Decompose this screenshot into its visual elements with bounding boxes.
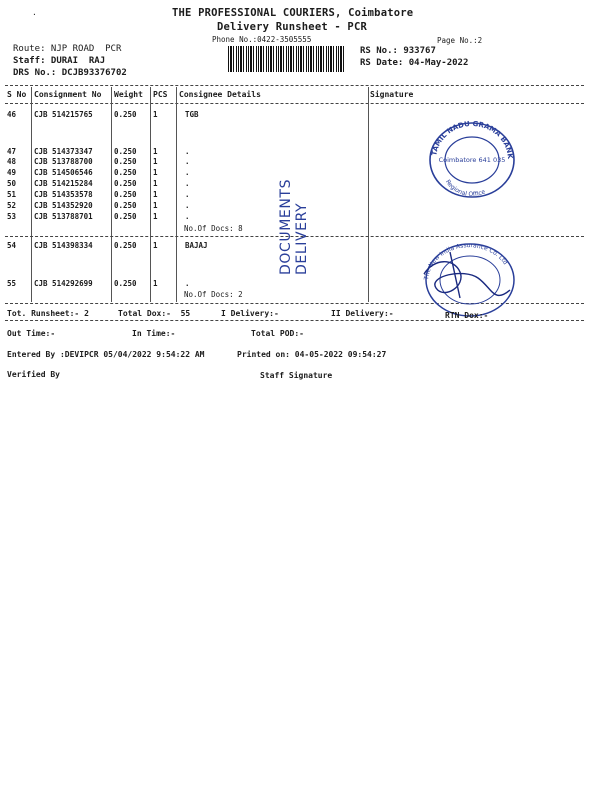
row-pcs: 1: [153, 212, 158, 221]
svg-text:TAMIL NADU GRAMA BANK: [430, 120, 514, 160]
entered-by: Entered By :DEVIPCR 05/04/2022 9:54:22 AM: [7, 350, 205, 359]
header-top-rule: [5, 85, 584, 86]
row-consignment: CJB 514398334: [34, 241, 93, 250]
row-weight: 0.250: [114, 110, 137, 119]
row-weight: 0.250: [114, 279, 137, 288]
row-sno: 55: [7, 279, 17, 288]
verified-by: Verified By: [7, 370, 60, 379]
printed-on: Printed on: 04-05-2022 09:54:27: [237, 350, 387, 359]
row-consignment: CJB 514352920: [34, 201, 93, 210]
documents-delivery-stamp: DOCUMENTS DELIVERY: [278, 178, 310, 275]
drs-number: DRS No.: DCJB93376702: [13, 68, 127, 78]
row-pcs: 1: [153, 110, 158, 119]
rs-date: RS Date: 04-May-2022: [360, 58, 469, 68]
company-name: THE PROFESSIONAL COURIERS, Coimbatore: [172, 7, 414, 19]
bank-seal-center-text: Coimbatore 641 035: [438, 156, 506, 164]
col-consignee: Consignee Details: [179, 90, 261, 99]
row-weight: 0.250: [114, 212, 137, 221]
row-sno: 52: [7, 201, 17, 210]
row-pcs: 1: [153, 168, 158, 177]
row-consignment: CJB 513788700: [34, 157, 93, 166]
bank-seal-stamp: [426, 120, 518, 200]
col-divider: [150, 87, 151, 302]
row-weight: 0.250: [114, 190, 137, 199]
runsheet-title: Delivery Runsheet - PCR: [217, 21, 367, 33]
total-dox: Total Dox:- 55: [118, 309, 191, 318]
row-details: .: [185, 147, 190, 156]
header-bottom-rule: [5, 103, 584, 104]
row-details: .: [185, 190, 190, 199]
row-consignment: CJB 514292699: [34, 279, 93, 288]
col-divider: [111, 87, 112, 302]
staff-signature: Staff Signature: [260, 371, 333, 380]
row-details: .: [185, 212, 190, 221]
col-sno: S No: [7, 90, 27, 99]
row-sno: 49: [7, 168, 17, 177]
row-weight: 0.250: [114, 241, 137, 250]
row-consignment: CJB 514506546: [34, 168, 93, 177]
total-runsheet: Tot. Runsheet:- 2: [7, 309, 89, 318]
col-divider: [368, 87, 369, 302]
bank-seal-ring-text: TAMIL NADU GRAMA BANK: [430, 120, 515, 160]
barcode: [228, 46, 346, 72]
corner-mark: ·: [32, 10, 37, 19]
row-pcs: 1: [153, 147, 158, 156]
row-details: .: [185, 179, 190, 188]
row-sno: 53: [7, 212, 17, 221]
first-delivery: I Delivery:-: [221, 309, 279, 318]
row-details: .: [185, 157, 190, 166]
total-pod: Total POD:-: [251, 329, 304, 338]
row-sno: 47: [7, 147, 17, 156]
col-pcs: PCS: [153, 90, 168, 99]
row-details: .: [185, 168, 190, 177]
col-divider: [176, 87, 177, 302]
row-consignment: CJB 514373347: [34, 147, 93, 156]
row-weight: 0.250: [114, 157, 137, 166]
row-consignment: CJB 514353578: [34, 190, 93, 199]
row-details: TGB: [185, 110, 199, 119]
col-signature: Signature: [370, 90, 414, 99]
row-weight: 0.250: [114, 168, 137, 177]
col-divider: [31, 87, 32, 302]
row-sno: 46: [7, 110, 17, 119]
row-consignment: CJB 513788701: [34, 212, 93, 221]
row-sno: 50: [7, 179, 17, 188]
row-details: BAJAJ: [185, 241, 208, 250]
insurance-seal-ring-text: The New India Assurance Co. Ltd: [423, 242, 509, 281]
return-dox: RTN Dox:-: [445, 311, 489, 320]
group-doc-count: No.Of Docs: 2: [184, 290, 243, 299]
insurance-seal-stamp: [414, 238, 524, 318]
page-number: Page No.:2: [437, 36, 483, 45]
totals-rule: [5, 320, 584, 321]
row-consignment: CJB 514215284: [34, 179, 93, 188]
phone-number: Phone No.:0422-3505555: [212, 35, 312, 44]
row-sno: 54: [7, 241, 17, 250]
in-time: In Time:-: [132, 329, 176, 338]
row-consignment: CJB 514215765: [34, 110, 93, 119]
row-pcs: 1: [153, 190, 158, 199]
row-pcs: 1: [153, 157, 158, 166]
staff: Staff: DURAI RAJ: [13, 56, 106, 66]
route: Route: NJP ROAD PCR: [13, 44, 122, 54]
col-weight: Weight: [114, 90, 143, 99]
row-weight: 0.250: [114, 147, 137, 156]
col-consignment: Consignment No: [34, 90, 102, 99]
group-doc-count: No.Of Docs: 8: [184, 224, 243, 233]
out-time: Out Time:-: [7, 329, 56, 338]
row-pcs: 1: [153, 179, 158, 188]
row-pcs: 1: [153, 279, 158, 288]
row-pcs: 1: [153, 241, 158, 250]
row-weight: 0.250: [114, 201, 137, 210]
row-sno: 51: [7, 190, 17, 199]
row-pcs: 1: [153, 201, 158, 210]
bank-seal-bottom-text: Regional Office: [443, 178, 487, 199]
row-weight: 0.250: [114, 179, 137, 188]
svg-text:The New India Assurance Co. Lt: [423, 242, 509, 281]
row-details: .: [185, 201, 190, 210]
row-sno: 48: [7, 157, 17, 166]
rs-number: RS No.: 933767: [360, 46, 436, 56]
row-details: .: [185, 279, 190, 288]
second-delivery: II Delivery:-: [331, 309, 394, 318]
